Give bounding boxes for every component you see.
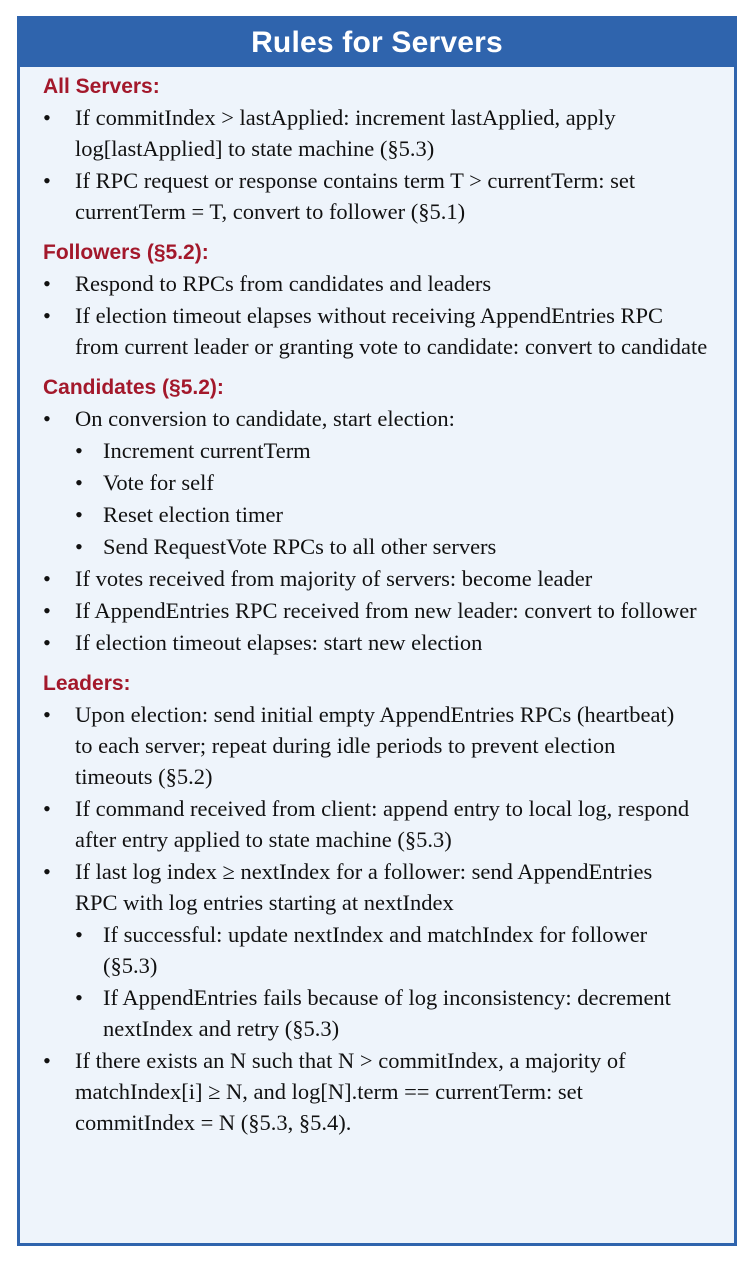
list-item: • Upon election: send initial empty AppendEntries RPCs (heartbeat) to each server; repeat during idle periods to prevent election timeouts (§5.2) <box>43 699 720 792</box>
list-item: • If command received from client: append entry to local log, respond after entry applied to state machine (§5.3) <box>43 793 720 855</box>
list-item: • If commitIndex > lastApplied: increment lastApplied, apply log[lastApplied] to state machine (§5.3) <box>43 102 720 164</box>
sub-list-item: • If successful: update nextIndex and matchIndex for follower (§5.3) <box>75 919 720 981</box>
bullet-icon: • <box>75 438 83 463</box>
bullet-icon: • <box>43 702 51 727</box>
followers-list <box>43 268 720 362</box>
bullet-icon: • <box>43 406 51 431</box>
sub-list-item: • Reset election timer <box>75 499 720 530</box>
card-content <box>20 67 734 1138</box>
list-item: • If election timeout elapses without receiving AppendEntries RPC from current leader or granting vote to candidate: convert to candidate <box>43 300 720 362</box>
bullet-icon: • <box>43 598 51 623</box>
bullet-icon: • <box>43 1048 51 1073</box>
card-title: Rules for Servers <box>20 19 734 67</box>
bullet-icon: • <box>43 796 51 821</box>
list-item: • If votes received from majority of servers: become leader <box>43 563 720 594</box>
bullet-icon: • <box>43 271 51 296</box>
list-item: • If there exists an N such that N > commitIndex, a majority of matchIndex[i] ≥ N, and log[N].term == currentTerm: set commitIndex = N (§5.3, §5.4). <box>43 1045 720 1138</box>
leaders-sub-list <box>75 919 720 1044</box>
sub-list-item: • If AppendEntries fails because of log inconsistency: decrement nextIndex and retry (§5.3) <box>75 982 720 1044</box>
section-title-followers: Followers (§5.2): <box>43 241 209 264</box>
list-item: • Respond to RPCs from candidates and leaders <box>43 268 720 299</box>
bullet-icon: • <box>75 470 83 495</box>
sub-list-item: • Vote for self <box>75 467 720 498</box>
bullet-icon: • <box>43 859 51 884</box>
bullet-icon: • <box>43 168 51 193</box>
candidates-sub-list <box>75 435 720 562</box>
list-item: • If RPC request or response contains term T > currentTerm: set currentTerm = T, convert to follower (§5.1) <box>43 165 720 227</box>
bullet-icon: • <box>75 502 83 527</box>
bullet-icon: • <box>75 985 83 1010</box>
list-item: • If AppendEntries RPC received from new leader: convert to follower <box>43 595 720 626</box>
candidates-list <box>43 403 720 658</box>
section-title-all-servers: All Servers: <box>43 75 160 98</box>
bullet-icon: • <box>75 534 83 559</box>
list-item: • If election timeout elapses: start new election <box>43 627 720 658</box>
list-item: • On conversion to candidate, start election: • Increment currentTerm • Vote for self • Reset election timer • Send RequestVote RPCs to all other servers <box>43 403 720 562</box>
list-item: • If last log index ≥ nextIndex for a follower: send AppendEntries RPC with log entries starting at nextIndex • If successful: update nextIndex and matchIndex for follower (§5.3) • If AppendEntries fails because of log inconsistency: decrement nextIndex and retry (§5.3) <box>43 856 720 1044</box>
all-servers-list <box>43 102 720 227</box>
bullet-icon: • <box>43 566 51 591</box>
rules-card <box>17 16 737 1246</box>
bullet-icon: • <box>43 303 51 328</box>
leaders-list <box>43 699 720 1138</box>
section-title-candidates: Candidates (§5.2): <box>43 376 224 399</box>
section-title-leaders: Leaders: <box>43 672 131 695</box>
sub-list-item: • Send RequestVote RPCs to all other servers <box>75 531 720 562</box>
bullet-icon: • <box>75 922 83 947</box>
bullet-icon: • <box>43 630 51 655</box>
sub-list-item: • Increment currentTerm <box>75 435 720 466</box>
bullet-icon: • <box>43 105 51 130</box>
